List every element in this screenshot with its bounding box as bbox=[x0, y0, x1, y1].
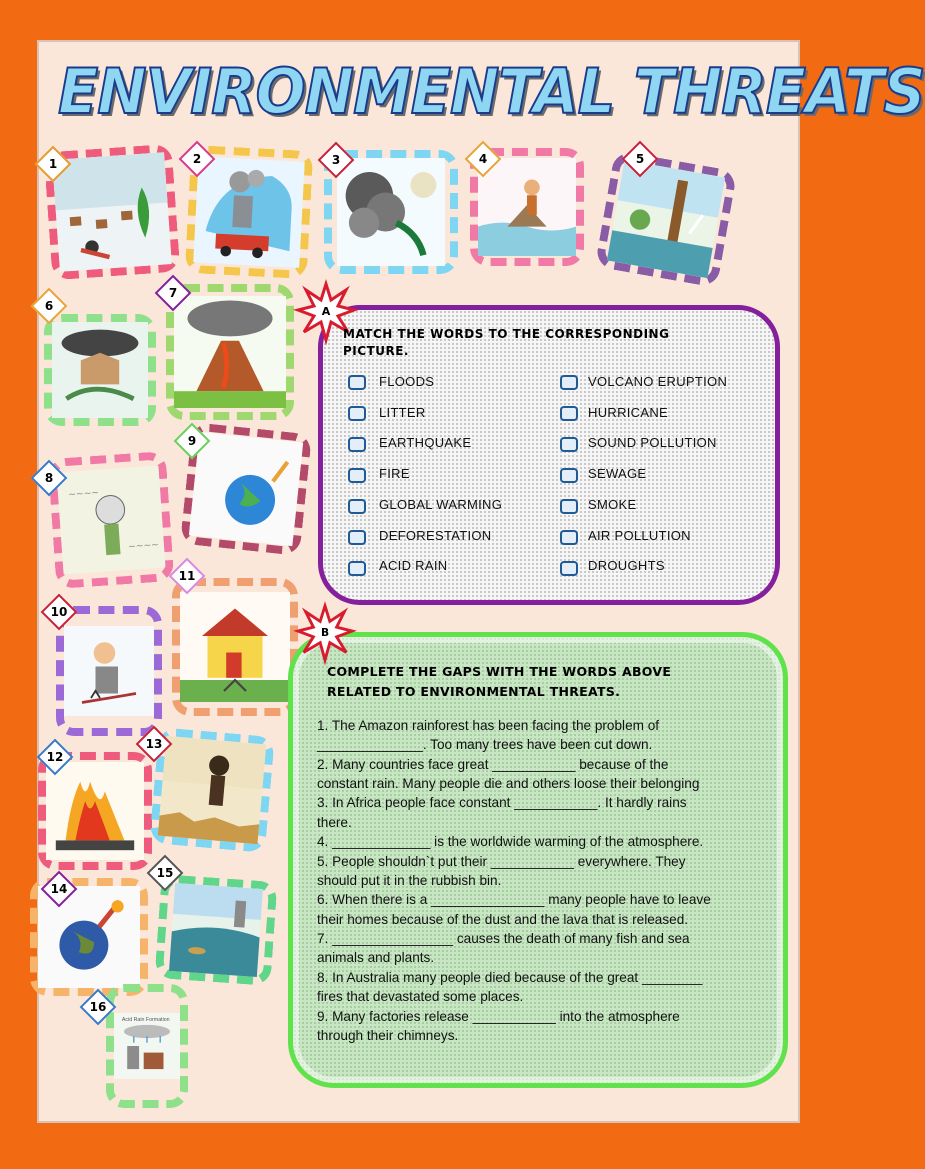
number-badge-7: 7 bbox=[155, 275, 192, 312]
section-a-instruction bbox=[343, 326, 743, 360]
word-deforestation: DEFORESTATION bbox=[379, 528, 492, 543]
section-b-instruction-line1: COMPLETE THE GAPS WITH THE WORDS ABOVE bbox=[327, 664, 672, 679]
sentence-line: should put it in the rubbish bin. bbox=[317, 873, 502, 888]
picture-5-sewage bbox=[595, 150, 738, 288]
checkbox-earthquake[interactable] bbox=[348, 437, 366, 452]
number-badge-2: 2 bbox=[179, 141, 216, 178]
number-badge-12: 12 bbox=[37, 739, 74, 776]
section-a-instruction-line2: PICTURE. bbox=[343, 344, 409, 358]
sentence-line: 6. When there is a _______________ many people have to leave bbox=[317, 892, 711, 907]
number-badge-11: 11 bbox=[169, 558, 206, 595]
sentence-line: fires that devastated some places. bbox=[317, 989, 524, 1004]
number-badge-5: 5 bbox=[622, 141, 659, 178]
sentence-line: 7. ________________ causes the death of many fish and sea bbox=[317, 931, 690, 946]
word-volcano-eruption: VOLCANO ERUPTION bbox=[588, 374, 728, 389]
checkbox-global-warming[interactable] bbox=[348, 499, 366, 514]
sentence-line: 9. Many factories release ___________ into the atmosphere bbox=[317, 1009, 680, 1024]
number-badge-1: 1 bbox=[35, 146, 72, 183]
number-badge-6: 6 bbox=[31, 288, 68, 325]
checkbox-hurricane[interactable] bbox=[560, 406, 578, 421]
checkbox-sewage[interactable] bbox=[560, 468, 578, 483]
sentence-line: ______________. Too many trees have been cut down. bbox=[317, 737, 653, 752]
word-air-pollution: AIR POLLUTION bbox=[588, 528, 691, 543]
word-smoke: SMOKE bbox=[588, 497, 637, 512]
section-a-label: A bbox=[321, 305, 331, 318]
section-b-label: B bbox=[320, 625, 330, 639]
checkbox-sound-pollution[interactable] bbox=[560, 437, 578, 452]
sentence-line: 8. In Australia many people died because of the great ________ bbox=[317, 970, 703, 985]
checkbox-floods[interactable] bbox=[348, 375, 366, 390]
sentence-line: their homes because of the dust and the lava that is released. bbox=[317, 912, 689, 927]
sentence-line: through their chimneys. bbox=[317, 1028, 459, 1043]
sentence-line: 5. People shouldn`t put their ___________ everywhere. They bbox=[317, 854, 686, 869]
picture-16-acid-rain bbox=[106, 984, 188, 1108]
sentence-line: 1. The Amazon rainforest has been facing the problem of bbox=[317, 718, 660, 733]
section-a-instruction-line1: MATCH THE WORDS TO THE CORRESPONDING bbox=[343, 327, 670, 341]
checkbox-deforestation[interactable] bbox=[348, 530, 366, 545]
picture-11-earthquake-house bbox=[172, 578, 298, 716]
sentence-line: constant rain. Many people die and others loose their belonging bbox=[317, 776, 700, 791]
checkbox-litter[interactable] bbox=[348, 406, 366, 421]
number-badge-9: 9 bbox=[174, 423, 211, 460]
checkbox-smoke[interactable] bbox=[560, 499, 578, 514]
word-sewage: SEWAGE bbox=[588, 466, 647, 481]
number-badge-14: 14 bbox=[41, 871, 78, 908]
section-b-star-badge bbox=[296, 604, 354, 662]
number-badge-3: 3 bbox=[318, 142, 355, 179]
word-fire: FIRE bbox=[379, 466, 410, 481]
picture-10-earthquake bbox=[56, 606, 162, 736]
word-sound-pollution: SOUND POLLUTION bbox=[588, 435, 717, 450]
word-droughts: DROUGHTS bbox=[588, 558, 665, 573]
picture-6-hurricane bbox=[44, 314, 156, 426]
checkbox-air-pollution[interactable] bbox=[560, 530, 578, 545]
word-litter: LITTER bbox=[379, 405, 426, 420]
number-badge-4: 4 bbox=[465, 141, 502, 178]
sentence-line: animals and plants. bbox=[317, 950, 435, 965]
picture-15-sewage-river bbox=[155, 874, 278, 986]
picture-7-volcano-eruption bbox=[166, 284, 294, 420]
checkbox-fire[interactable] bbox=[348, 468, 366, 483]
svg-text:~~~~: ~~~~ bbox=[67, 487, 100, 501]
number-badge-15: 15 bbox=[147, 855, 184, 892]
picture-8-sound-pollution bbox=[48, 451, 175, 589]
sentence-line: 4. _____________ is the worldwide warming of the atmosphere. bbox=[317, 834, 704, 849]
number-badge-8: 8 bbox=[31, 460, 68, 497]
number-badge-16: 16 bbox=[80, 989, 117, 1026]
acid-rain-caption: Acid Rain Formation bbox=[121, 1016, 170, 1023]
number-badge-13: 13 bbox=[136, 726, 173, 763]
word-global-warming: GLOBAL WARMING bbox=[379, 497, 503, 512]
sentence-line: 3. In Africa people face constant ___________. It hardly rains bbox=[317, 795, 687, 810]
sentence-line: 2. Many countries face great ___________ because of the bbox=[317, 757, 669, 772]
word-acid-rain: ACID RAIN bbox=[379, 558, 448, 573]
sentence-line: there. bbox=[317, 815, 352, 830]
number-badge-10: 10 bbox=[41, 594, 78, 631]
section-b-instruction bbox=[327, 662, 757, 702]
svg-text:~~~~: ~~~~ bbox=[127, 539, 160, 553]
checkbox-volcano-eruption[interactable] bbox=[560, 375, 578, 390]
word-hurricane: HURRICANE bbox=[588, 405, 668, 420]
checkbox-droughts[interactable] bbox=[560, 561, 578, 576]
word-earthquake: EARTHQUAKE bbox=[379, 435, 472, 450]
page-title: ENVIRONMENTAL THREATS bbox=[58, 55, 925, 128]
section-b-instruction-line2: RELATED TO ENVIRONMENTAL THREATS. bbox=[327, 684, 621, 699]
checkbox-acid-rain[interactable] bbox=[348, 561, 366, 576]
word-floods: FLOODS bbox=[379, 374, 435, 389]
